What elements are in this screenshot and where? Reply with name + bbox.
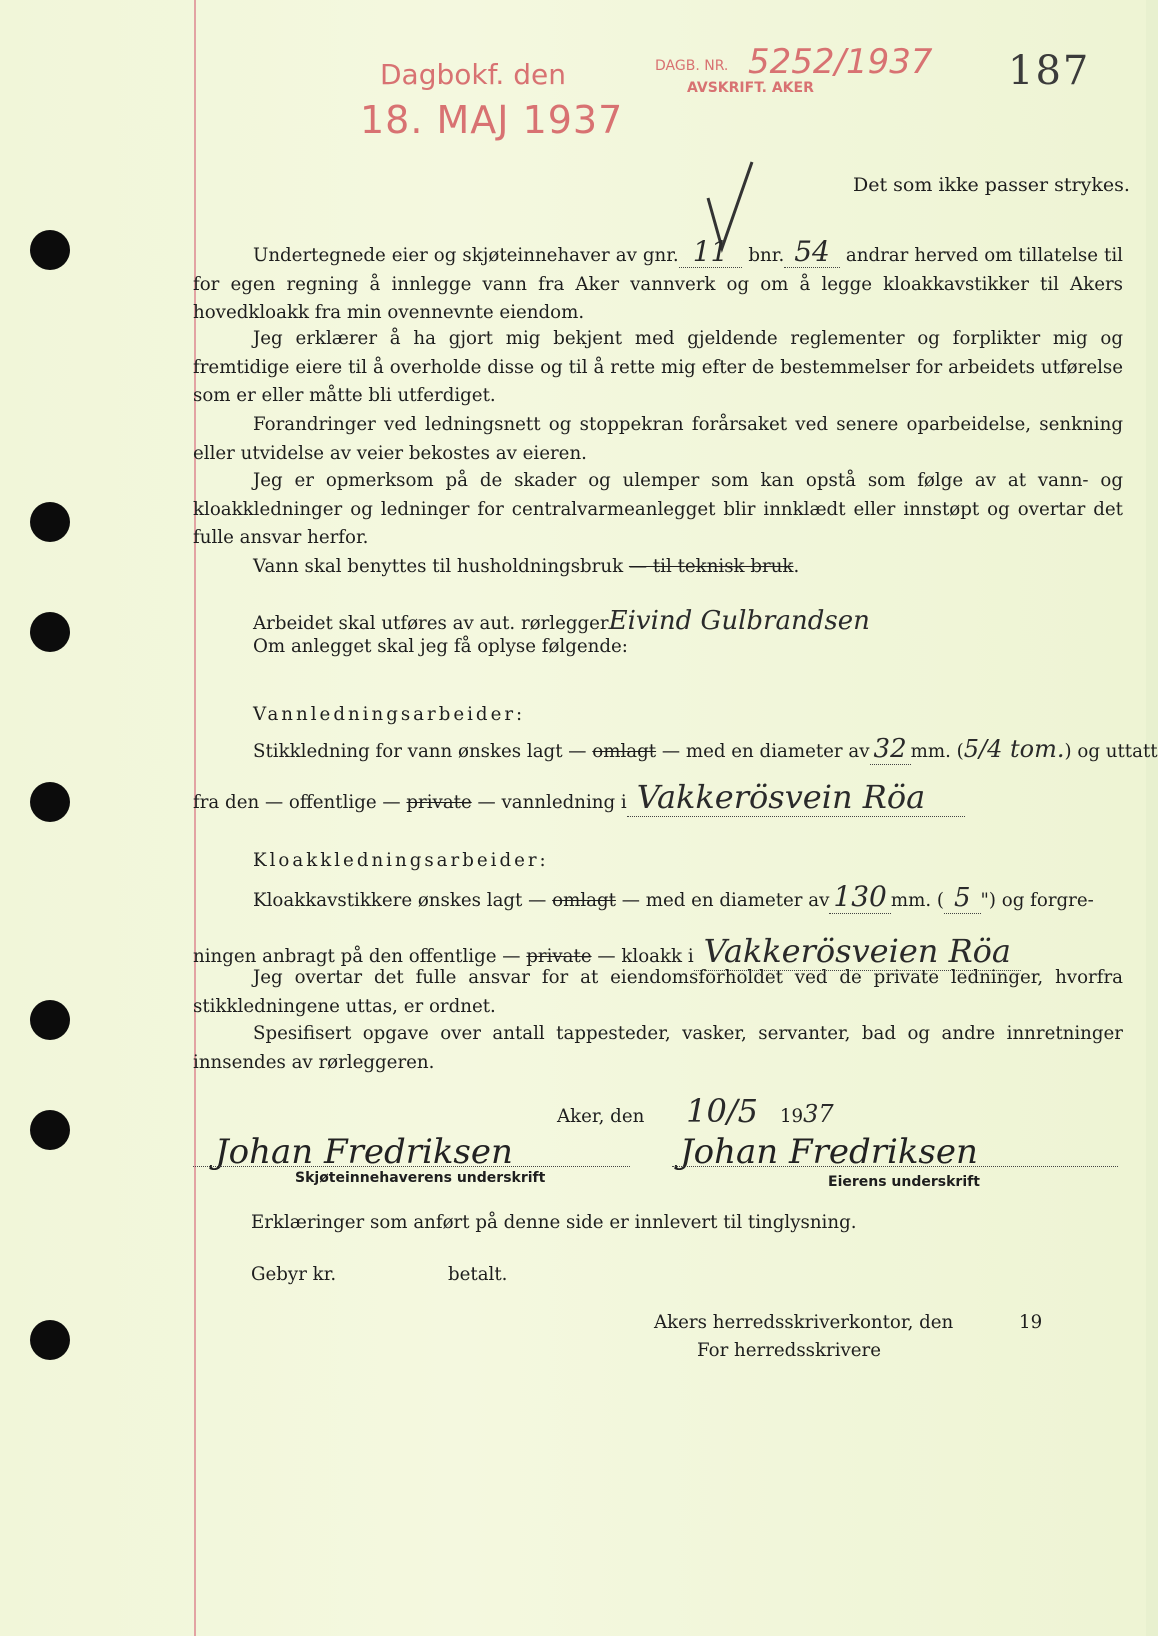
owner-signature-left: Johan Fredriksen: [215, 1132, 513, 1172]
signature-line-right: [672, 1166, 1118, 1167]
info-intro: Om anlegget skal jeg få oplyse følgende:: [253, 636, 628, 657]
place-date-value: 10/5: [686, 1092, 758, 1130]
plumber-line: [253, 606, 870, 636]
office-year: 19: [1019, 1312, 1043, 1333]
gnr-value: 11: [679, 238, 743, 268]
paragraph-application: [193, 235, 1123, 328]
p1-text-c: andrar herved om tillatelse til for egen regning å innlegge vann fra Aker vannverk og om å legge kloakkavstikker til Akers hovedkloakk fra min ovennevnte eiendom.: [193, 245, 1123, 323]
p8-text: Jeg overtar det fulle ansvar for at eiendomsforholdet ved de private ledninger, hvorfra stikkledningene uttas, er ordnet.: [193, 967, 1123, 1017]
signature-label-right: Eierens underskrift: [828, 1174, 980, 1190]
sewer-text-b: — med en diameter av: [621, 890, 830, 911]
p2-text: Jeg erklærer å ha gjort mig bekjent med gjeldende reglementer og forplikter mig og fremtidige eiere til å overholde disse og til å rette mig efter de bestemmelser for arbeidets utførelse som er eller måtte bli utferdiget.: [193, 328, 1123, 406]
dagbokf-stamp-label: Dagbokf. den: [380, 58, 566, 91]
p1-text-b: bnr.: [748, 245, 785, 266]
sewer-line-1: [253, 880, 1094, 914]
punch-hole: [30, 612, 70, 652]
plumber-name: Eivind Gulbrandsen: [608, 606, 870, 636]
sewer-text-a: Kloakkavstikkere ønskes lagt —: [253, 890, 547, 911]
office-line-2: For herredsskrivere: [697, 1340, 882, 1361]
water-use-line: [253, 556, 799, 577]
gebyr-label: Gebyr kr.: [251, 1264, 337, 1285]
paragraph-changes: [193, 411, 1123, 468]
punch-hole: [30, 230, 70, 270]
owner-signature-right: Johan Fredriksen: [680, 1132, 978, 1172]
p3-text: Forandringer ved ledningsnett og stoppekran forårsaket ved senere oparbeidelse, senkning eller utvidelse av veier bekostes av eieren.: [193, 414, 1123, 464]
dagbokf-stamp-date: 18. MAJ 1937: [360, 98, 624, 142]
punch-hole: [30, 502, 70, 542]
punch-hole: [30, 1320, 70, 1360]
sewer-heading: Kloakkledningsarbeider:: [253, 850, 549, 871]
water-text-a: Stikkledning for vann ønskes lagt —: [253, 741, 587, 762]
sewer-struck: omlagt: [552, 890, 616, 911]
p4-text: Jeg er opmerksom på de skader og ulemper som kan opstå som følge av at vann- og kloakkledninger og ledninger for centralvarmeanlegget blir innklædt eller innstøpt og overtar det fulle ansvar herfor.: [193, 470, 1123, 548]
sewer-text-c: mm. (: [890, 890, 944, 911]
punch-hole: [30, 782, 70, 822]
water-use-text: Vann skal benyttes til husholdningsbruk: [253, 556, 624, 577]
paragraph-ownership: [193, 964, 1123, 1021]
registration-note: Erklæringer som anført på denne side er innlevert til tinglysning.: [251, 1212, 857, 1233]
place-date-year-prefix: 19: [779, 1106, 804, 1127]
place-date-line: [557, 1092, 834, 1130]
water-inch-value: 5/4 tom.: [963, 735, 1065, 763]
bnr-value: 54: [784, 238, 840, 268]
avskrift-stamp: AVSKRIFT. AKER: [687, 80, 814, 96]
page-number: 187: [1008, 48, 1091, 94]
plumber-label: Arbeidet skal utføres av aut. rørlegger: [253, 613, 609, 634]
punch-hole: [30, 1110, 70, 1150]
sewer-road: Vakkerösveien Röa: [694, 932, 1021, 971]
sewer-text-d: ") og forgre-: [980, 890, 1094, 911]
water-line-2: [193, 778, 965, 817]
paragraph-liability: [193, 467, 1123, 553]
dagb-nr-value: 5252/1937: [748, 42, 933, 82]
sewer-inch-value: 5: [944, 883, 981, 914]
water-struck: omlagt: [592, 741, 657, 762]
water-text-b: — med en diameter av: [661, 741, 870, 762]
water-heading: Vannledningsarbeider:: [253, 704, 526, 725]
water-text-e: fra den — offentlige —: [193, 792, 401, 813]
signature-line-left: [193, 1166, 630, 1167]
water-line-1: [253, 734, 1158, 765]
strike-note: Det som ikke passer strykes.: [853, 174, 1130, 196]
office-line-1: Akers herredsskriverkontor, den: [654, 1312, 954, 1333]
water-text-f: — vannledning i: [477, 792, 627, 813]
paragraph-regulations: [193, 325, 1123, 411]
signature-label-left: Skjøteinnehaverens underskrift: [295, 1170, 546, 1186]
water-text-c: mm. (: [910, 741, 964, 762]
place-date-label: Aker, den: [557, 1106, 645, 1127]
sewer-text-e: ningen anbragt på den offentlige —: [193, 946, 521, 967]
sewer-mm-value: 130: [829, 880, 890, 914]
p1-text-a: Undertegnede eier og skjøteinnehaver av gnr.: [253, 245, 679, 266]
water-text-d: ) og uttatt: [1064, 741, 1158, 762]
place-date-year: 37: [803, 1100, 834, 1128]
water-struck-private: private: [406, 792, 472, 813]
water-road: Vakkerösvein Röa: [627, 778, 965, 817]
p9-text: Spesifisert opgave over antall tappesteder, vasker, servanter, bad og andre innretninger innsendes av rørleggeren.: [193, 1023, 1123, 1073]
punch-hole: [30, 1000, 70, 1040]
gebyr-paid: betalt.: [448, 1264, 508, 1285]
sewer-struck-private: private: [526, 946, 592, 967]
water-mm-value: 32: [870, 734, 911, 765]
water-use-struck: — til teknisk bruk: [628, 556, 794, 577]
dagb-nr-label: DAGB. NR.: [655, 58, 729, 74]
water-use-end: .: [793, 556, 800, 577]
sewer-text-f: — kloakk i: [597, 946, 694, 967]
paragraph-specification: [193, 1020, 1123, 1077]
